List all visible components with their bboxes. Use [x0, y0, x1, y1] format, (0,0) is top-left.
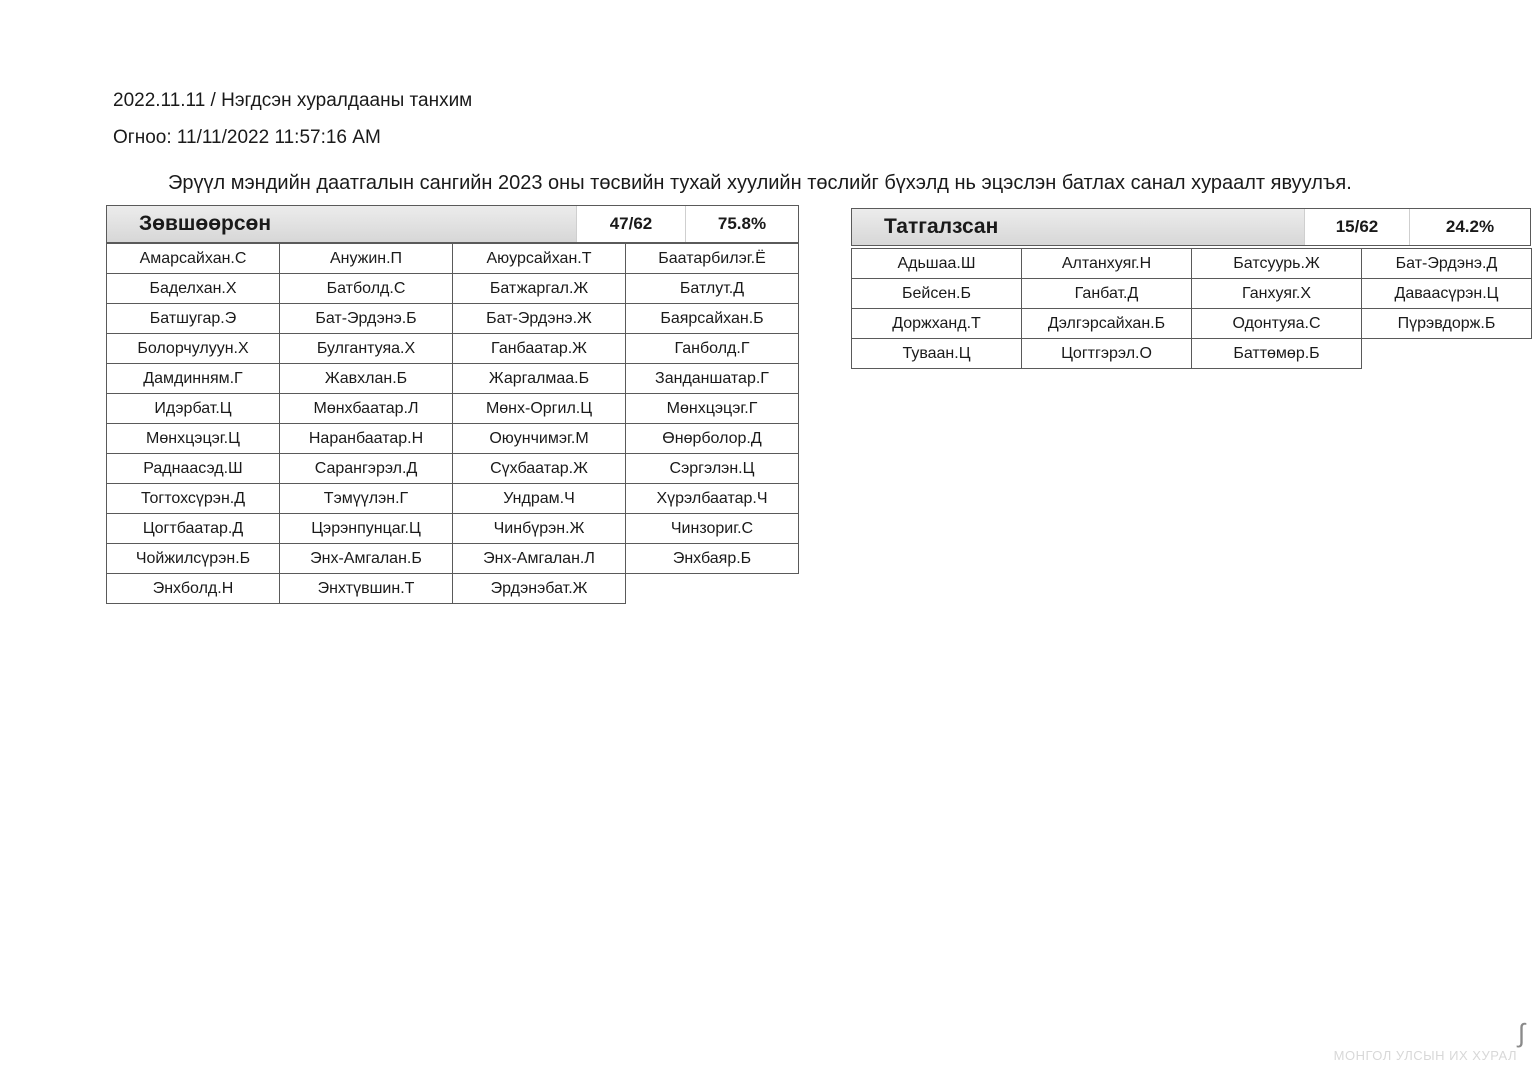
- session-location: 2022.11.11 / Нэгдсэн хуралдааны танхим: [113, 90, 473, 111]
- member-name-cell: [626, 574, 799, 604]
- member-name-cell: Занданшатар.Г: [626, 364, 799, 394]
- yes-votes-count: 47/62: [576, 206, 685, 242]
- member-name-cell: Булгантуяа.Х: [280, 334, 453, 364]
- table-row: [107, 424, 799, 454]
- table-row: [107, 454, 799, 484]
- table-row: [107, 394, 799, 424]
- member-name-cell: [1362, 339, 1532, 369]
- member-name-cell: Батжаргал.Ж: [453, 274, 626, 304]
- table-row: [107, 484, 799, 514]
- no-votes-title: Татгалзсан: [884, 215, 999, 238]
- member-name-cell: Баатарбилэг.Ё: [626, 244, 799, 274]
- table-row: [107, 304, 799, 334]
- table-row: [107, 274, 799, 304]
- member-name-cell: Мөнхцэцэг.Ц: [107, 424, 280, 454]
- member-name-cell: Цогтбаатар.Д: [107, 514, 280, 544]
- member-name-cell: Одонтуяа.С: [1192, 309, 1362, 339]
- member-name-cell: Анужин.П: [280, 244, 453, 274]
- member-name-cell: Бейсен.Б: [852, 279, 1022, 309]
- no-votes-count: 15/62: [1304, 209, 1409, 245]
- member-name-cell: Чойжилсүрэн.Б: [107, 544, 280, 574]
- member-name-cell: Дамдинням.Г: [107, 364, 280, 394]
- member-name-cell: Дэлгэрсайхан.Б: [1022, 309, 1192, 339]
- member-name-cell: Мөнхбаатар.Л: [280, 394, 453, 424]
- member-name-cell: Ганхуяг.Х: [1192, 279, 1362, 309]
- yes-votes-table: [106, 243, 799, 604]
- table-row: [852, 339, 1532, 369]
- member-name-cell: Хүрэлбаатар.Ч: [626, 484, 799, 514]
- watermark-text: МОНГОЛ УЛСЫН ИХ ХУРАЛ: [1333, 1048, 1517, 1063]
- member-name-cell: Тэмүүлэн.Г: [280, 484, 453, 514]
- table-row: [107, 364, 799, 394]
- member-name-cell: Наранбаатар.Н: [280, 424, 453, 454]
- member-name-cell: Энхбаяр.Б: [626, 544, 799, 574]
- member-name-cell: Бат-Эрдэнэ.Д: [1362, 249, 1532, 279]
- member-name-cell: Сарангэрэл.Д: [280, 454, 453, 484]
- member-name-cell: Ганболд.Г: [626, 334, 799, 364]
- member-name-cell: Батсуурь.Ж: [1192, 249, 1362, 279]
- member-name-cell: Баярсайхан.Б: [626, 304, 799, 334]
- member-name-cell: Туваан.Ц: [852, 339, 1022, 369]
- table-row: [107, 334, 799, 364]
- no-votes-header: [851, 208, 1531, 246]
- member-name-cell: Ганбаатар.Ж: [453, 334, 626, 364]
- member-name-cell: Цогтгэрэл.О: [1022, 339, 1192, 369]
- table-row: [107, 244, 799, 274]
- member-name-cell: Даваасүрэн.Ц: [1362, 279, 1532, 309]
- member-name-cell: Жавхлан.Б: [280, 364, 453, 394]
- motion-text: Эрүүл мэндийн даатгалын сангийн 2023 оны төсвийн тухай хуулийн төслийг бүхэлд нь эцэслэн батлах санал хураалт явуулъя.: [168, 172, 1352, 194]
- no-votes-table: [851, 248, 1532, 369]
- table-row: [107, 574, 799, 604]
- member-name-cell: Эрдэнэбат.Ж: [453, 574, 626, 604]
- member-name-cell: Аюурсайхан.Т: [453, 244, 626, 274]
- member-name-cell: Баттөмөр.Б: [1192, 339, 1362, 369]
- member-name-cell: Цэрэнпунцаг.Ц: [280, 514, 453, 544]
- table-row: [107, 514, 799, 544]
- table-row: [852, 279, 1532, 309]
- member-name-cell: Ундрам.Ч: [453, 484, 626, 514]
- member-name-cell: Пүрэвдорж.Б: [1362, 309, 1532, 339]
- member-name-cell: Алтанхуяг.Н: [1022, 249, 1192, 279]
- member-name-cell: Энхтүвшин.Т: [280, 574, 453, 604]
- member-name-cell: Чинбүрэн.Ж: [453, 514, 626, 544]
- yes-votes-header: [106, 205, 799, 243]
- member-name-cell: Ганбат.Д: [1022, 279, 1192, 309]
- member-name-cell: Раднаасэд.Ш: [107, 454, 280, 484]
- member-name-cell: Тогтохсүрэн.Д: [107, 484, 280, 514]
- yes-votes-percent: 75.8%: [685, 206, 798, 242]
- member-name-cell: Батлут.Д: [626, 274, 799, 304]
- member-name-cell: Энх-Амгалан.Б: [280, 544, 453, 574]
- member-name-cell: Батшугар.Э: [107, 304, 280, 334]
- table-row: [107, 544, 799, 574]
- member-name-cell: Баделхан.Х: [107, 274, 280, 304]
- member-name-cell: Доржханд.Т: [852, 309, 1022, 339]
- member-name-cell: Адьшаа.Ш: [852, 249, 1022, 279]
- no-votes-percent: 24.2%: [1409, 209, 1530, 245]
- member-name-cell: Сэргэлэн.Ц: [626, 454, 799, 484]
- member-name-cell: Амарсайхан.С: [107, 244, 280, 274]
- member-name-cell: Энх-Амгалан.Л: [453, 544, 626, 574]
- signature-mark: ∫: [1517, 1018, 1525, 1048]
- member-name-cell: Өнөрболор.Д: [626, 424, 799, 454]
- member-name-cell: Бат-Эрдэнэ.Б: [280, 304, 453, 334]
- member-name-cell: Чинзориг.С: [626, 514, 799, 544]
- member-name-cell: Идэрбат.Ц: [107, 394, 280, 424]
- member-name-cell: Жаргалмаа.Б: [453, 364, 626, 394]
- member-name-cell: Энхболд.Н: [107, 574, 280, 604]
- member-name-cell: Болорчулуун.Х: [107, 334, 280, 364]
- yes-votes-title: Зөвшөөрсөн: [139, 212, 272, 235]
- table-row: [852, 309, 1532, 339]
- member-name-cell: Сүхбаатар.Ж: [453, 454, 626, 484]
- table-row: [852, 249, 1532, 279]
- member-name-cell: Мөнхцэцэг.Г: [626, 394, 799, 424]
- member-name-cell: Батболд.С: [280, 274, 453, 304]
- member-name-cell: Мөнх-Оргил.Ц: [453, 394, 626, 424]
- session-date: Огноо: 11/11/2022 11:57:16 AM: [113, 127, 381, 148]
- member-name-cell: Оюунчимэг.М: [453, 424, 626, 454]
- member-name-cell: Бат-Эрдэнэ.Ж: [453, 304, 626, 334]
